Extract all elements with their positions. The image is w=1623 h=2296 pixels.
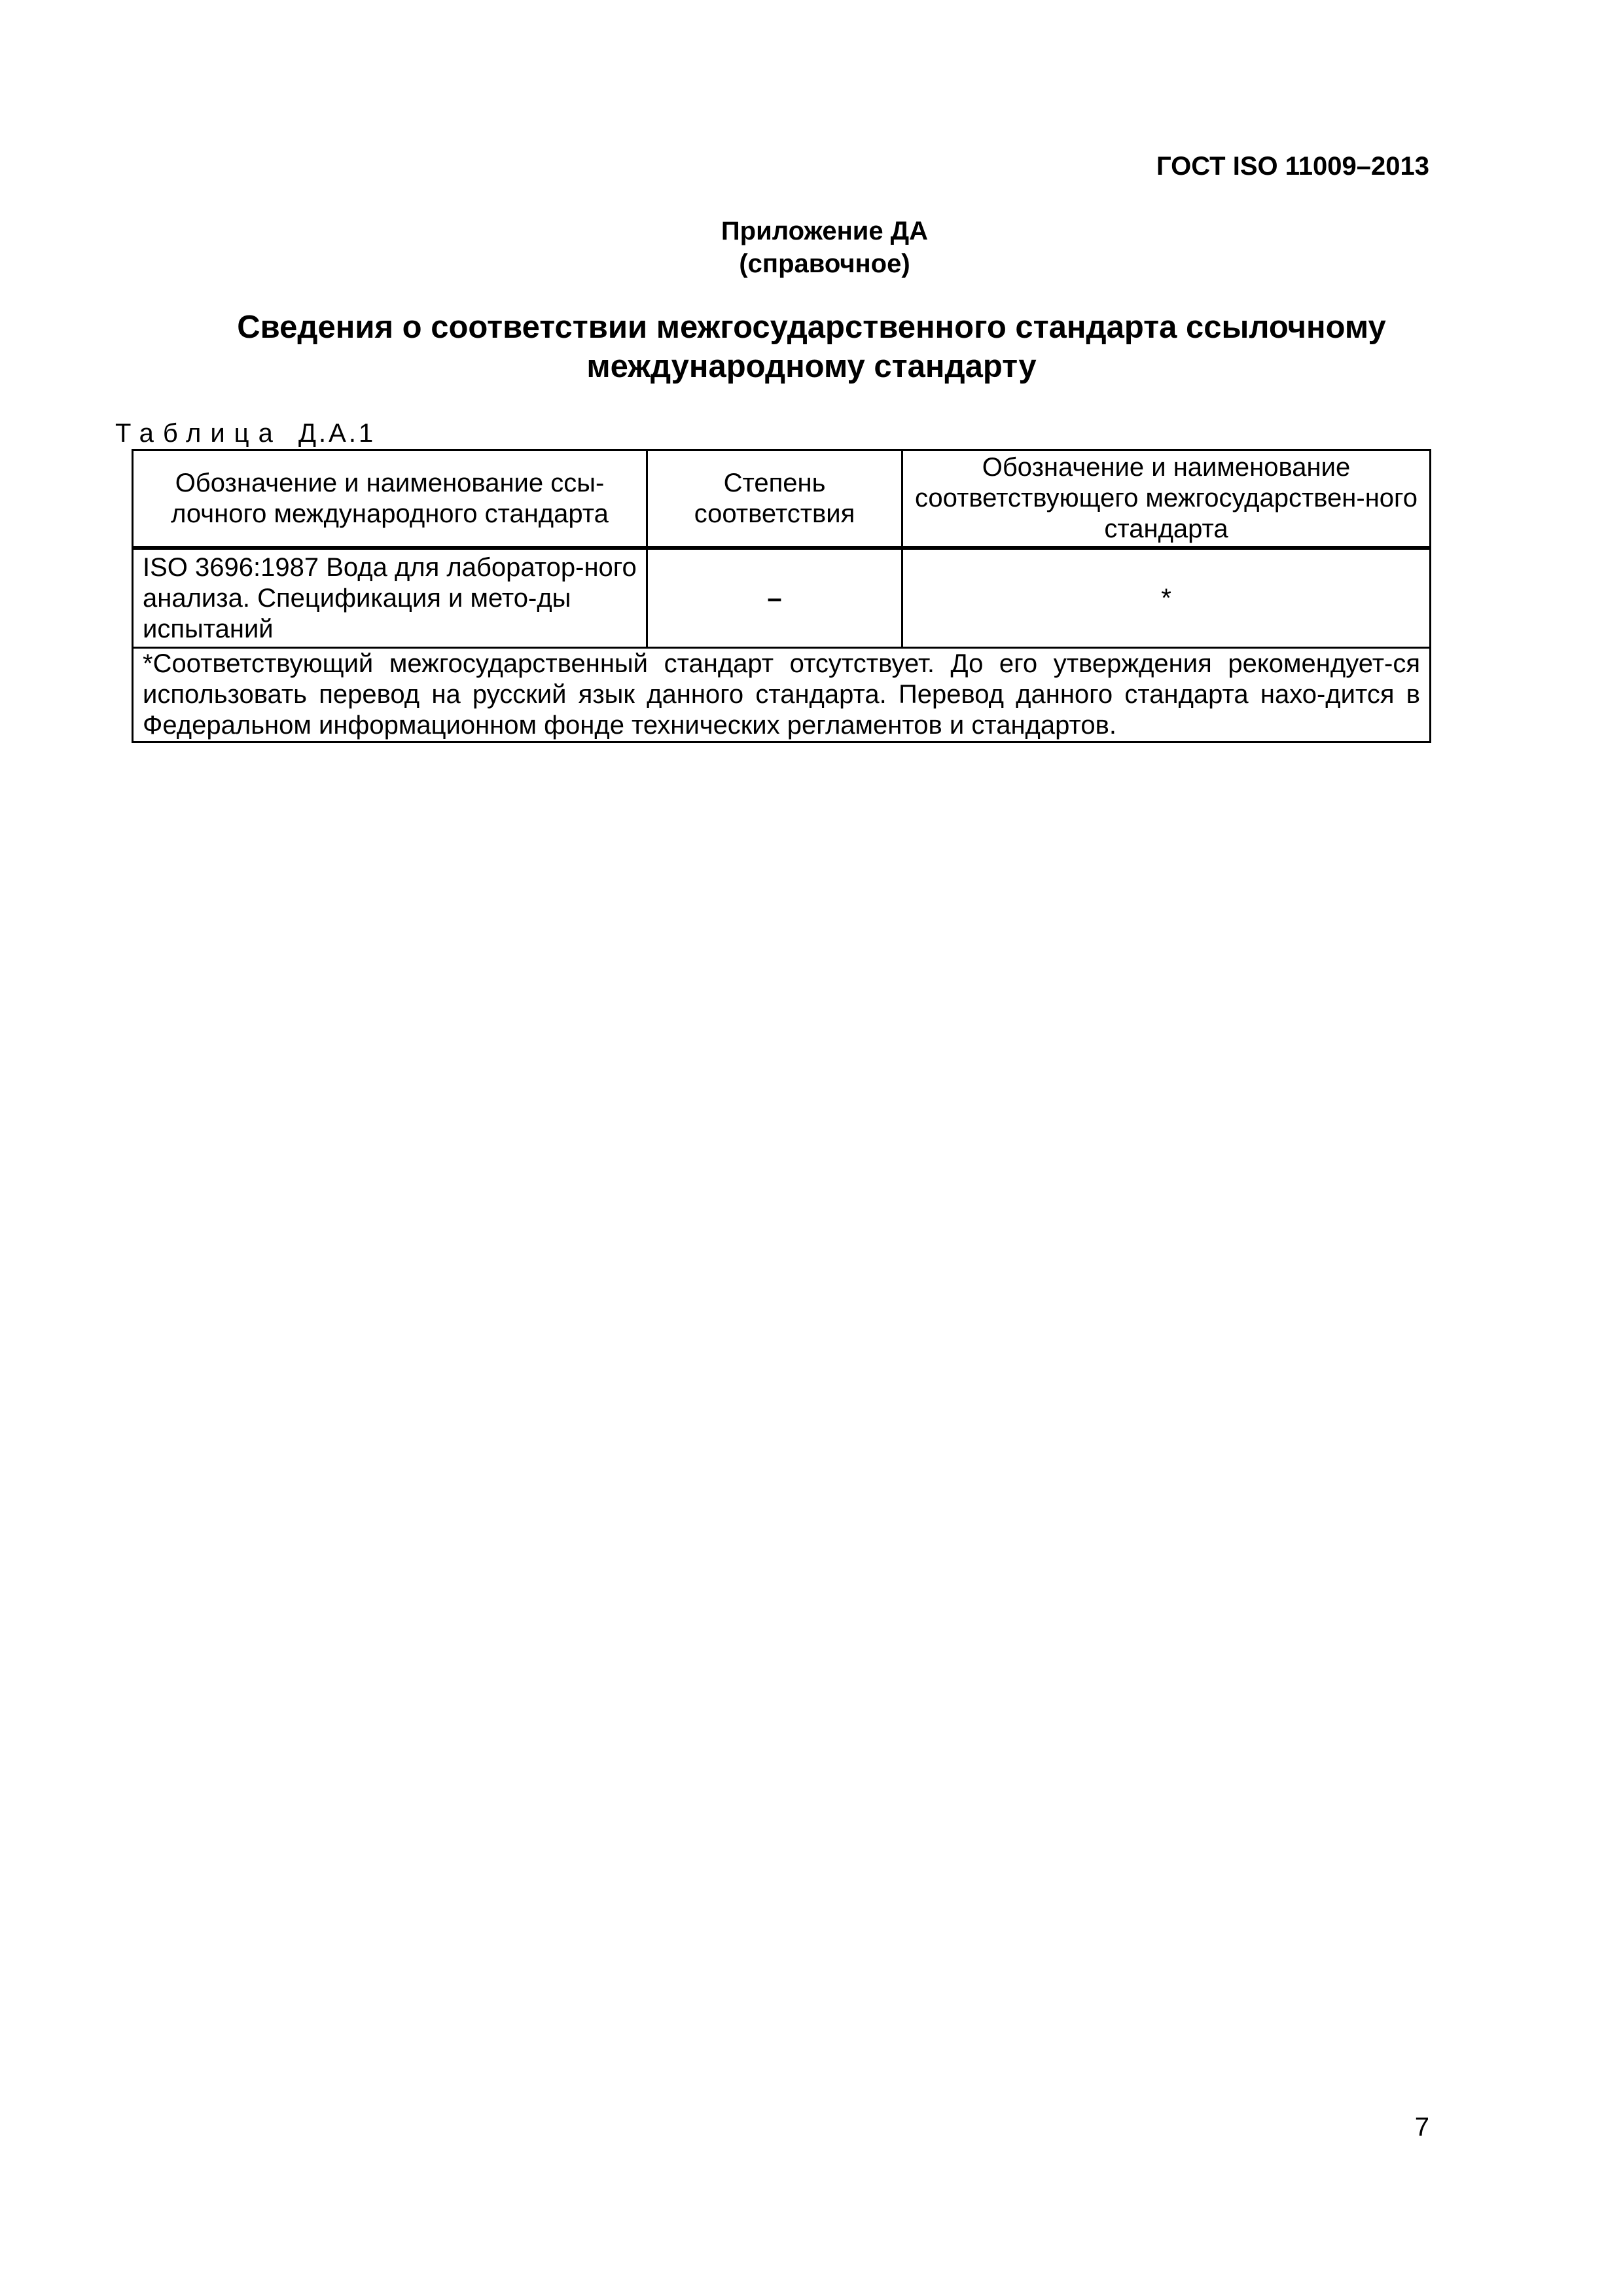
table-caption <box>115 419 376 448</box>
table-header-row <box>133 450 1431 548</box>
page-number: 7 <box>1414 2113 1429 2142</box>
document-title-line-1: Сведения о соответствии межгосударственного стандарта ссылочному <box>237 310 1386 345</box>
document-title <box>196 308 1427 386</box>
table-caption-number: Д.А.1 <box>298 419 376 448</box>
standard-designation-header: ГОСТ ISO 11009–2013 <box>1156 152 1429 181</box>
column-header-degree: Степень соответствия <box>647 450 902 548</box>
cell-reference-standard: ISO 3696:1987 Вода для лаборатор-ного анализа. Спецификация и мето-ды испытаний <box>133 548 647 648</box>
table-row <box>133 548 1431 648</box>
table-footnote: *Соответствующий межгосударственный стандарт отсутствует. До его утверждения рекомендует-ся использовать перевод на русский язык данного стандарта. Перевод данного стандарта нахо-дится в Федеральном информационном фонде технических регламентов и стандартов. <box>133 648 1431 742</box>
appendix-heading <box>0 215 1623 280</box>
table-caption-word: Таблица <box>115 419 282 448</box>
cell-interstate-standard: * <box>902 548 1431 648</box>
appendix-kind: (справочное) <box>739 249 910 278</box>
document-title-line-2: международному стандарту <box>586 349 1037 384</box>
column-header-reference-standard: Обозначение и наименование ссы-лочного международного стандарта <box>133 450 647 548</box>
correspondence-table <box>132 449 1431 743</box>
cell-degree: – <box>647 548 902 648</box>
column-header-interstate-standard: Обозначение и наименование соответствующего межгосударствен-ного стандарта <box>902 450 1431 548</box>
appendix-title: Приложение ДА <box>721 217 929 245</box>
table-footnote-row <box>133 648 1431 742</box>
